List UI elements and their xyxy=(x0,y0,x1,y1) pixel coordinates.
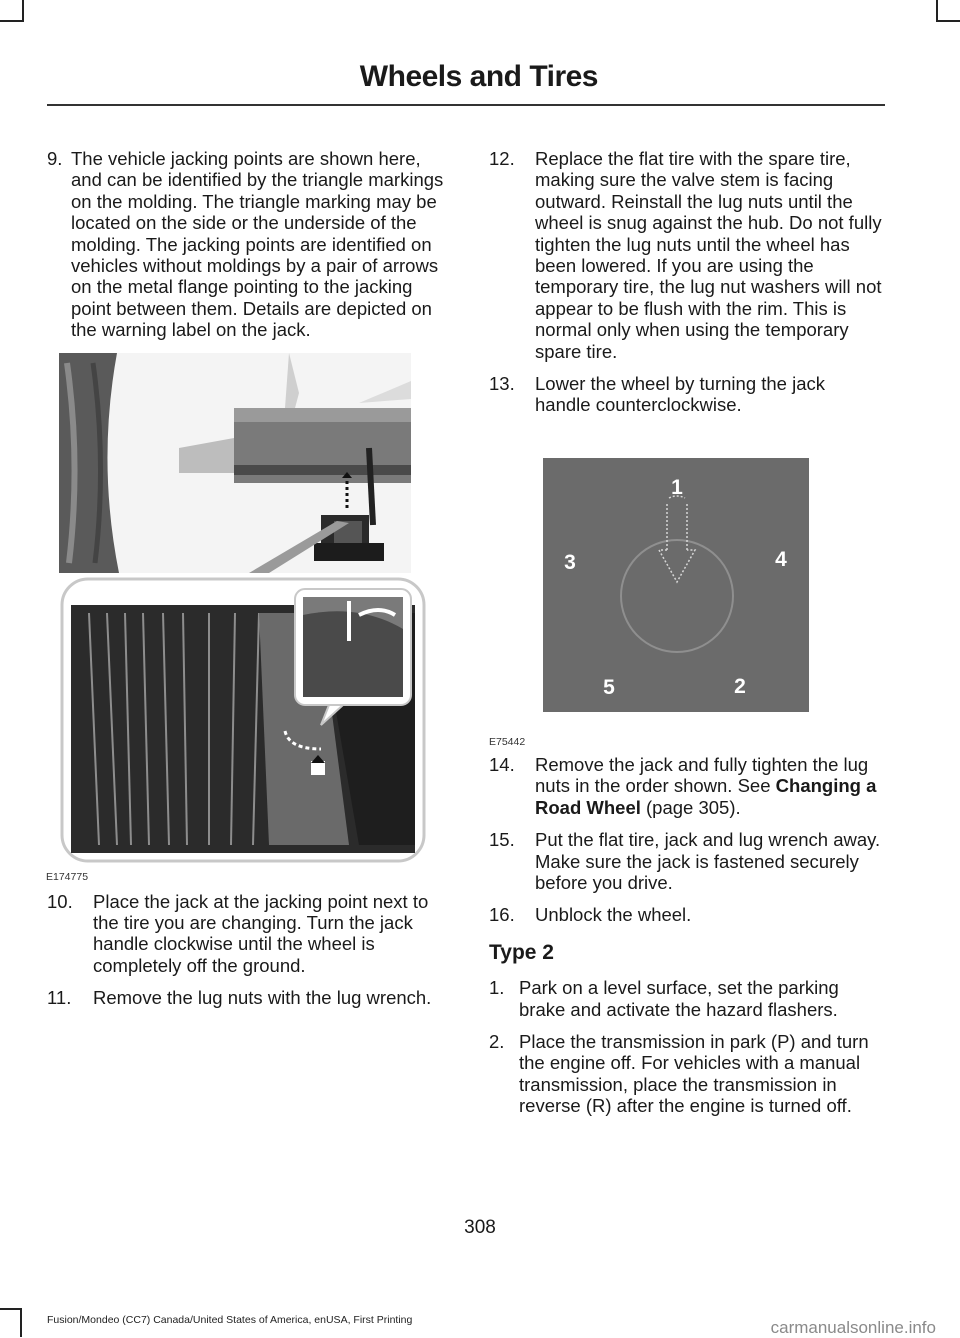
jacking-point-figure xyxy=(46,353,449,883)
lug-label-4: 4 xyxy=(775,547,787,571)
step-text: Put the flat tire, jack and lug wrench away. Make sure the jack is fastened securely before you drive. xyxy=(535,829,881,893)
jacking-point-illustration xyxy=(59,353,439,869)
type2-step-1 xyxy=(489,977,883,1020)
step-15 xyxy=(489,829,883,893)
step-12 xyxy=(489,148,883,362)
crop-mark xyxy=(0,20,22,22)
lug-nut-order-figure xyxy=(489,458,883,754)
step-number: 11. xyxy=(47,987,72,1009)
crop-mark xyxy=(20,1308,22,1337)
step-13 xyxy=(489,373,883,416)
step-number: 2. xyxy=(489,1030,505,1052)
step-16 xyxy=(489,904,883,925)
step-number: 16. xyxy=(489,904,515,926)
section-heading: Type 2 xyxy=(489,940,554,964)
crop-mark xyxy=(0,1308,20,1310)
crop-mark xyxy=(22,0,24,22)
lug-label-1: 1 xyxy=(671,475,683,499)
page-title: Wheels and Tires xyxy=(359,60,598,93)
step-text: Park on a level surface, set the parking brake and activate the hazard flashers. xyxy=(519,977,839,1020)
step-text: Remove the jack and fully tighten the lug nuts in the order shown. See xyxy=(535,753,869,797)
figure-code: E174775 xyxy=(46,870,89,883)
left-column xyxy=(47,148,449,1020)
crop-mark xyxy=(936,0,938,22)
step-number: 10. xyxy=(47,890,73,912)
step-text: Remove the lug nuts with the lug wrench. xyxy=(93,987,432,1009)
step-text: Lower the wheel by turning the jack handle counterclockwise. xyxy=(535,373,826,416)
watermark: carmanualsonline.info xyxy=(770,1318,936,1337)
header-divider xyxy=(47,104,885,106)
page-number: 308 xyxy=(464,1217,496,1238)
page-reference-link[interactable]: Changing a Road Wheel xyxy=(535,775,877,818)
lug-label-2: 2 xyxy=(734,674,746,698)
figure-code: E75442 xyxy=(489,735,526,748)
step-number: 15. xyxy=(489,829,515,851)
right-column xyxy=(489,148,883,1128)
step-9 xyxy=(47,148,449,341)
step-14 xyxy=(489,754,883,818)
step-text: Unblock the wheel. xyxy=(535,904,692,926)
step-text: Replace the flat tire with the spare tire, making sure the valve stem is facing outward. Reinstall the lug nuts until the wheel is snug against the hub. Do not fully tighten the lug nuts until the wheel has been lowered. If you are using the temporary tire, the lug nut washers will not appear to be flush with the rim. This is normal only when using the temporary spare tire. xyxy=(535,148,882,362)
step-number: 13. xyxy=(489,373,515,395)
document-info: Fusion/Mondeo (CC7) Canada/United States of America, enUSA, First Printing xyxy=(47,1314,413,1326)
step-number: 12. xyxy=(489,148,515,169)
crop-mark xyxy=(938,20,960,22)
step-11 xyxy=(47,987,449,1008)
type2-step-2 xyxy=(489,1031,883,1117)
step-text: The vehicle jacking points are shown here, and can be identified by the triangle markings on the molding. The triangle marking may be located on the side or the underside of the molding. The jacking points are identified on vehicles without moldings by a pair of arrows on the metal flange pointing to the jacking point between them. Details are depicted on the warning label on the jack. xyxy=(71,148,444,341)
step-number: 1. xyxy=(489,977,505,999)
lug-nut-diagram xyxy=(543,458,809,712)
lug-label-5: 5 xyxy=(603,675,615,699)
step-number: 14. xyxy=(489,753,515,775)
step-text: Place the transmission in park (P) and turn the engine off. For vehicles with a manual transmission, place the transmission in reverse (R) after the engine is turned off. xyxy=(519,1030,869,1117)
step-number: 9. xyxy=(47,148,63,169)
step-text: Place the jack at the jacking point next to the tire you are changing. Turn the jack handle clockwise until the wheel is completely off the ground. xyxy=(93,890,429,976)
lug-label-3: 3 xyxy=(564,550,576,574)
step-10 xyxy=(47,891,449,977)
step-text: (page 305). xyxy=(640,796,741,818)
